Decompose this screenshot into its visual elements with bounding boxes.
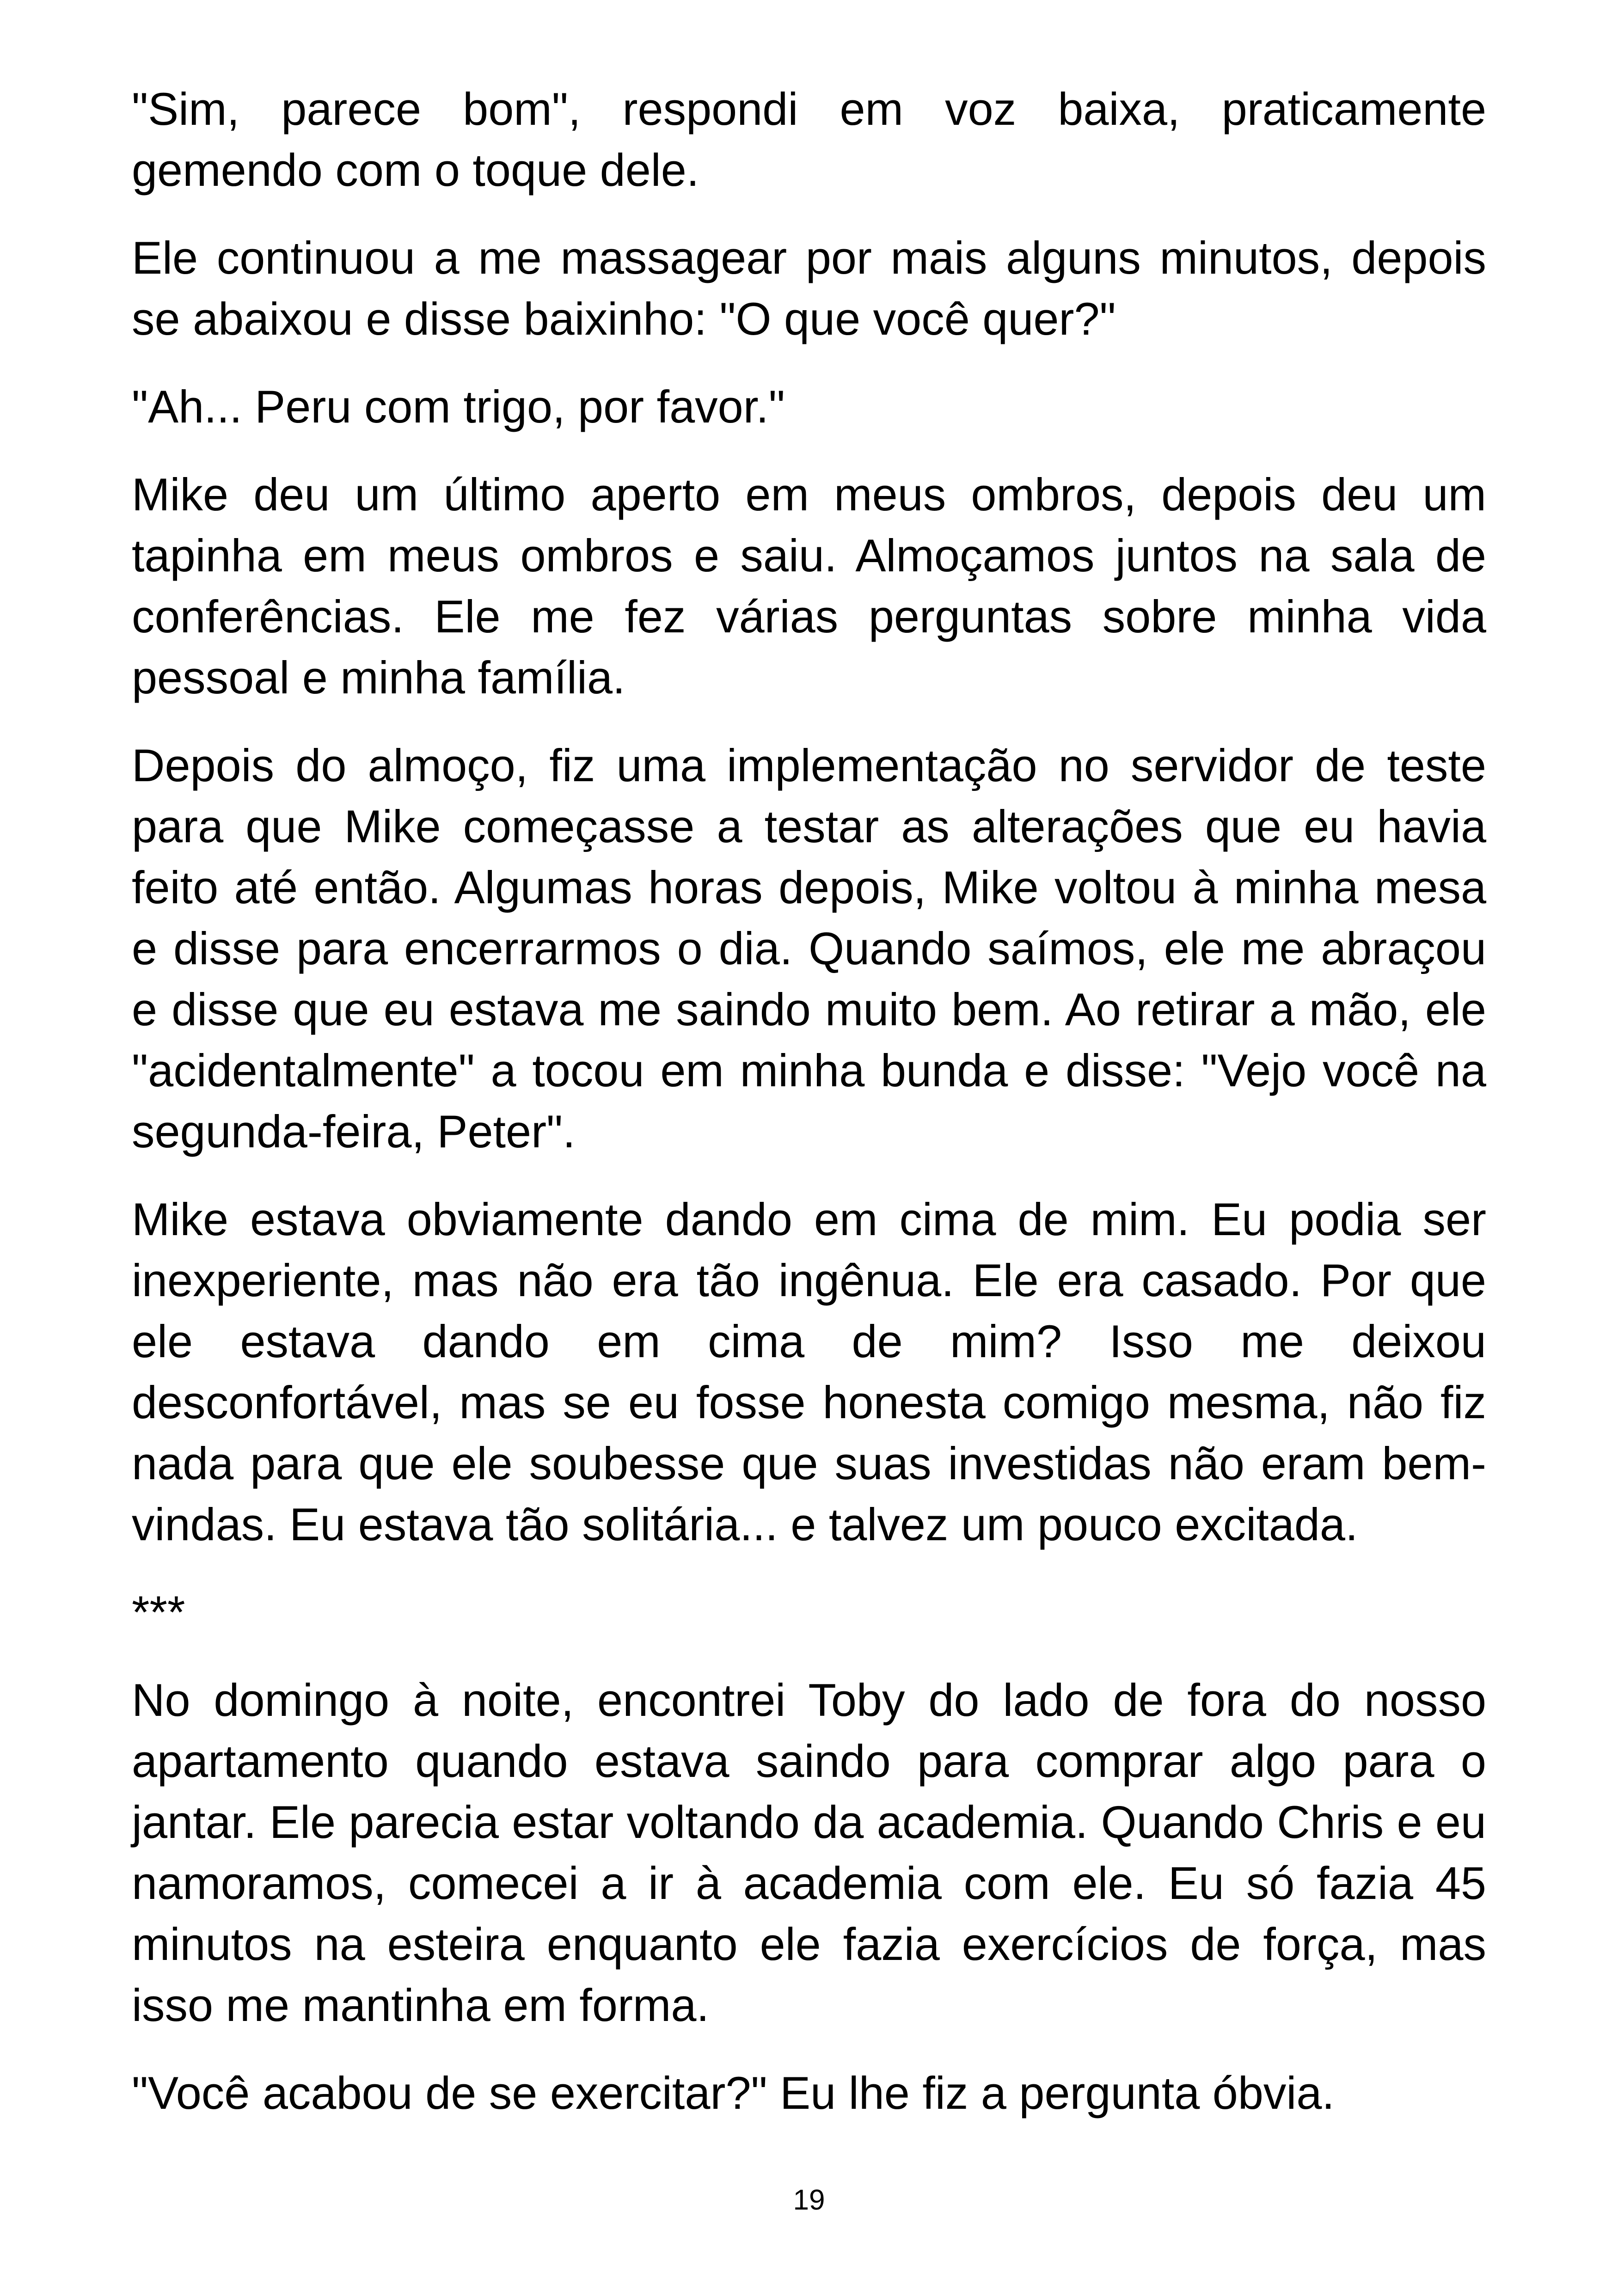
page-number: 19 bbox=[793, 2184, 825, 2216]
paragraph-5: Depois do almoço, fiz uma implementação no servidor de teste para que Mike começasse a testar as alterações que eu havia feito até então. Algumas horas depois, Mike voltou à minha mesa e disse para encerrarmos o dia. Quando saímos, ele me abraçou e disse que eu estava me saindo muito bem. Ao retirar a mão, ele "acidentalmente" a tocou em minha bunda e disse: "Vejo você na segunda-feira, Peter". bbox=[132, 740, 1486, 1157]
paragraph-4: Mike deu um último aperto em meus ombros, depois deu um tapinha em meus ombros e saiu. Almoçamos juntos na sala de conferências. Ele me fez várias perguntas sobre minha vida pessoal e minha família. bbox=[132, 469, 1486, 703]
paragraph-8: "Você acabou de se exercitar?" Eu lhe fiz a pergunta óbvia. bbox=[132, 2067, 1335, 2118]
scene-break: *** bbox=[132, 1586, 185, 1638]
paragraph-2: Ele continuou a me massagear por mais alguns minutos, depois se abaixou e disse baixinho: "O que você quer?" bbox=[132, 232, 1486, 344]
body-text bbox=[132, 79, 1486, 2150]
paragraph-3: "Ah... Peru com trigo, por favor." bbox=[132, 381, 785, 432]
paragraph-7: No domingo à noite, encontrei Toby do lado de fora do nosso apartamento quando estava saindo para comprar algo para o jantar. Ele parecia estar voltando da academia. Quando Chris e eu namoramos, comecei a ir à academia com ele. Eu só fazia 45 minutos na esteira enquanto ele fazia exercícios de força, mas isso me mantinha em forma. bbox=[132, 1674, 1486, 2031]
paragraph-1: "Sim, parece bom", respondi em voz baixa, praticamente gemendo com o toque dele. bbox=[132, 83, 1486, 196]
paragraph-6: Mike estava obviamente dando em cima de mim. Eu podia ser inexperiente, mas não era tão ingênua. Ele era casado. Por que ele estava dando em cima de mim? Isso me deixou desconfortável, mas se eu fosse honesta comigo mesma, não fiz nada para que ele soubesse que suas investidas não eram bem-vindas. Eu estava tão solitária... e talvez um pouco excitada. bbox=[132, 1194, 1486, 1550]
